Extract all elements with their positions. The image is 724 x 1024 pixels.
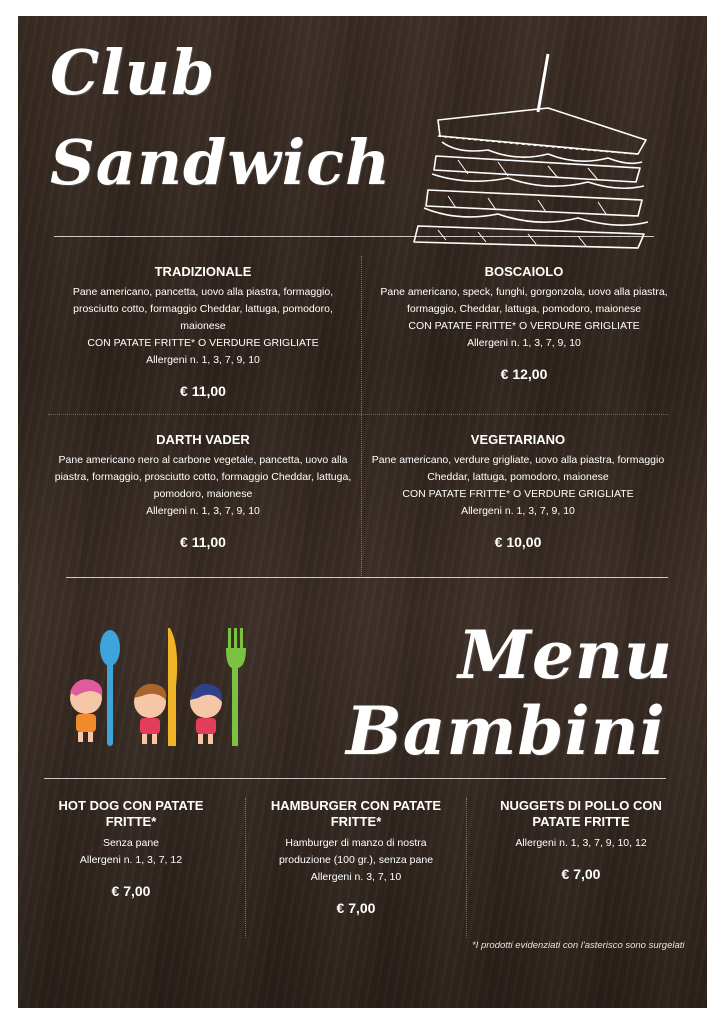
- item-price: € 11,00: [180, 534, 226, 551]
- item-description: Hamburger di manzo di nostra produzione (100 gr.), senza pane Allergeni n. 3, 7, 10: [254, 835, 458, 886]
- middle-divider: [66, 577, 668, 578]
- item-price: € 10,00: [494, 534, 542, 551]
- item-name: HAMBURGER CON PATATE FRITTE*: [270, 798, 442, 830]
- item-price: € 7,00: [336, 899, 376, 916]
- item-description: Pane americano, pancetta, uovo alla piastra, formaggio, prosciutto cotto, formaggio Cheddar, lattuga, pomodoro, maionese CON PATATE FRITTE* O VERDURE GRIGLIATE Allergeni n. 1, 3, 7, 9, 10: [38, 284, 368, 369]
- menu-item-hot-dog: [36, 798, 226, 899]
- item-price: € 12,00: [500, 366, 548, 383]
- item-side: CON PATATE FRITTE* O VERDURE GRIGLIATE: [87, 337, 319, 350]
- sandwich-illustration: [398, 50, 658, 260]
- item-name: DARTH VADER: [156, 432, 250, 447]
- item-allergens: Allergeni n. 1, 3, 7, 9, 10: [146, 505, 260, 518]
- item-name: TRADIZIONALE: [154, 264, 252, 279]
- kids-cutlery-illustration: [62, 626, 252, 756]
- item-price: € 7,00: [561, 865, 601, 882]
- kids-divider-1: [245, 798, 246, 938]
- item-description: Pane americano, verdure grigliate, uovo alla piastra, formaggio Cheddar, lattuga, pomodoro, maionese CON PATATE FRITTE* O VERDURE GRIGLIATE Allergeni n. 1, 3, 7, 9, 10: [358, 452, 678, 520]
- kids-title-line1: Menu: [458, 616, 674, 694]
- kids-divider: [44, 778, 666, 779]
- kids-title-line2: Bambini: [346, 692, 666, 770]
- item-side: CON PATATE FRITTE* O VERDURE GRIGLIATE: [402, 488, 634, 501]
- item-price: € 7,00: [111, 882, 151, 899]
- item-allergens: Allergeni n. 1, 3, 7, 9, 10: [467, 337, 581, 350]
- sandwich-row-divider: [48, 414, 668, 415]
- menu-item-darth-vader: [32, 432, 374, 550]
- frozen-footnote: *I prodotti evidenziati con l'asterisco sono surgelati: [472, 940, 685, 951]
- item-description: Senza pane Allergeni n. 1, 3, 7, 12: [36, 835, 226, 869]
- item-name: HOT DOG CON PATATE FRITTE*: [58, 798, 204, 830]
- item-price: € 11,00: [180, 383, 226, 400]
- item-allergens: Allergeni n. 1, 3, 7, 12: [79, 853, 183, 866]
- kids-divider-2: [466, 798, 467, 938]
- top-divider: [54, 236, 654, 237]
- item-allergens: Allergeni n. 1, 3, 7, 9, 10: [146, 354, 260, 367]
- item-name: NUGGETS DI POLLO CON PATATE FRITTE: [500, 798, 662, 830]
- item-allergens: Allergeni n. 3, 7, 10: [310, 870, 402, 883]
- item-description: [478, 835, 684, 852]
- menu-item-vegetariano: [358, 432, 678, 550]
- item-description: Pane americano, speck, funghi, gorgonzola, uovo alla piastra, formaggio, Cheddar, lattuga, pomodoro, maionese CON PATATE FRITTE* O VERDURE GRIGLIATE Allergeni n. 1, 3, 7, 9, 10: [364, 284, 684, 352]
- item-side: CON PATATE FRITTE* O VERDURE GRIGLIATE: [408, 320, 640, 333]
- menu-item-nuggets: [478, 798, 684, 882]
- item-allergens: Allergeni n. 1, 3, 7, 9, 10: [461, 505, 575, 518]
- item-description: Pane americano nero al carbone vegetale, pancetta, uovo alla piastra, formaggio, prosciutto cotto, formaggio Cheddar, lattuga, pomodoro, maionese Allergeni n. 1, 3, 7, 9, 10: [32, 452, 374, 520]
- sandwich-title-line1: Club: [50, 36, 216, 109]
- item-allergens: Allergeni n. 1, 3, 7, 9, 10, 12: [515, 836, 647, 849]
- item-name: BOSCAIOLO: [484, 264, 564, 279]
- menu-item-tradizionale: [38, 264, 368, 399]
- item-name: VEGETARIANO: [470, 432, 566, 447]
- sandwich-title-line2: Sandwich: [50, 126, 392, 199]
- menu-item-boscaiolo: [364, 264, 684, 382]
- menu-item-hamburger: [254, 798, 458, 916]
- menu-board: [18, 16, 707, 1008]
